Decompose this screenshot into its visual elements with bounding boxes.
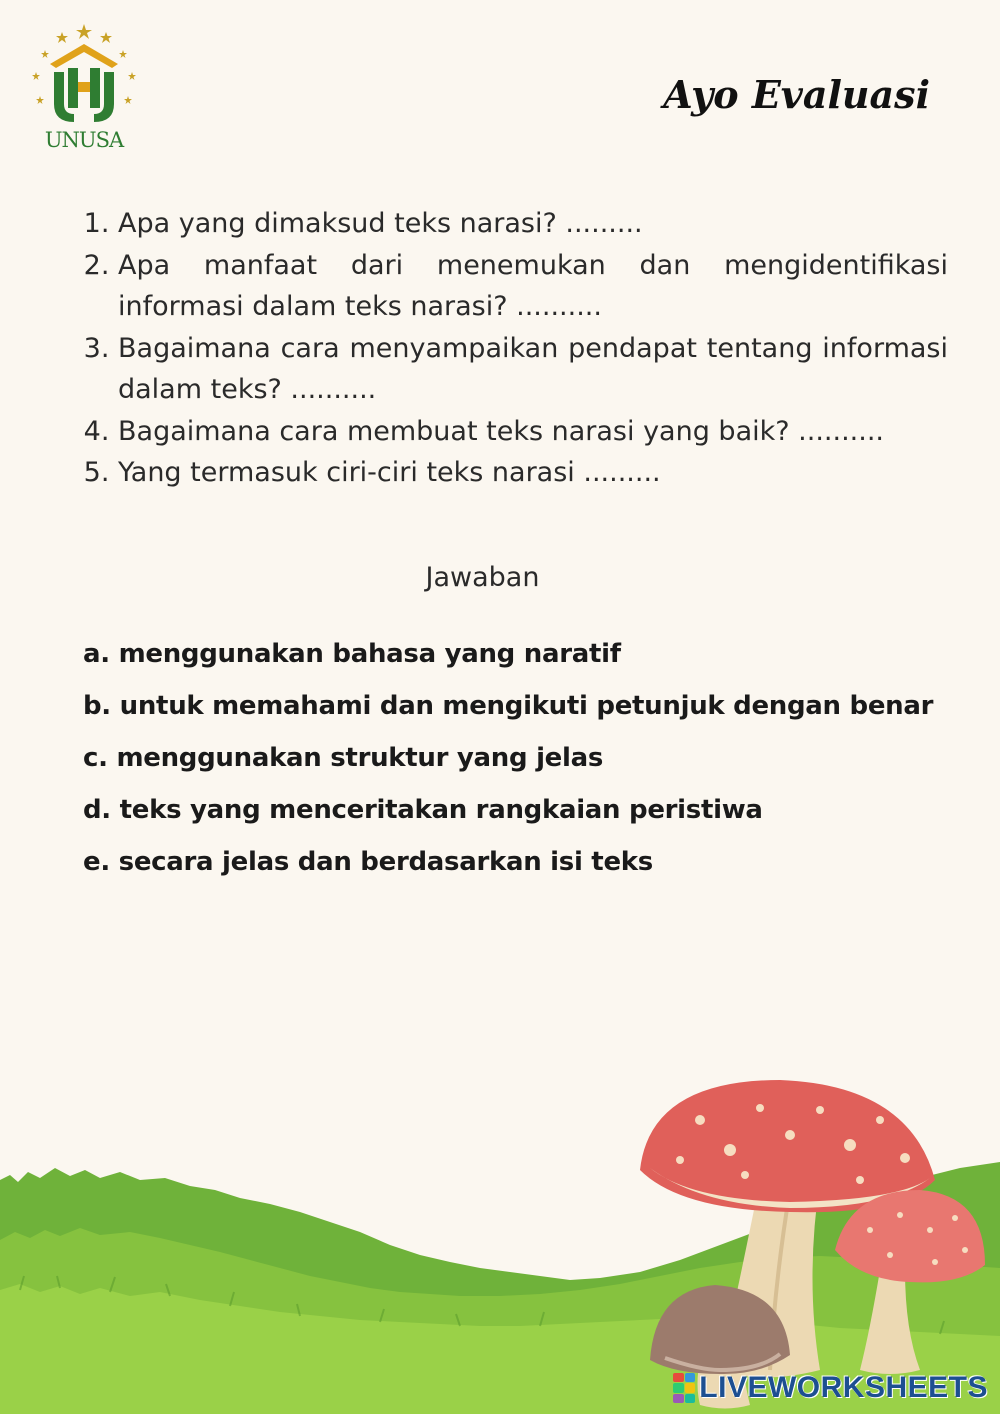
liveworksheets-watermark bbox=[673, 1368, 988, 1408]
logo-name: UNUSA bbox=[44, 128, 124, 152]
answer-option[interactable]: c. menggunakan struktur yang jelas bbox=[83, 743, 604, 773]
answer-option[interactable]: d. teks yang menceritakan rangkaian peristiwa bbox=[83, 795, 763, 825]
question-item: 1. Apa yang dimaksud teks narasi? ......... bbox=[118, 203, 948, 245]
answer-list bbox=[83, 634, 943, 894]
grass-mushroom-illustration bbox=[0, 1040, 1000, 1414]
answer-option[interactable]: e. secara jelas dan berdasarkan isi teks bbox=[83, 847, 653, 877]
watermark-text: LIVEWORKSHEETS bbox=[699, 1371, 988, 1404]
question-item: 3. Bagaimana cara menyampaikan pendapat tentang informasi dalam teks? .......... bbox=[118, 328, 948, 411]
question-item: 5. Yang termasuk ciri-ciri teks narasi ......... bbox=[118, 452, 948, 494]
answer-option[interactable]: a. menggunakan bahasa yang naratif bbox=[83, 639, 621, 669]
question-item: 4. Bagaimana cara membuat teks narasi yang baik? .......... bbox=[118, 411, 948, 453]
answers-heading: Jawaban bbox=[425, 562, 540, 593]
question-list bbox=[70, 203, 948, 494]
page-title: Ayo Evaluasi bbox=[663, 72, 930, 117]
answer-option[interactable]: b. untuk memahami dan mengikuti petunjuk dengan benar bbox=[83, 691, 934, 721]
liveworksheets-logo-icon bbox=[673, 1373, 695, 1403]
question-item: 2. Apa manfaat dari menemukan dan mengidentifikasi informasi dalam teks narasi? .......... bbox=[118, 245, 948, 328]
